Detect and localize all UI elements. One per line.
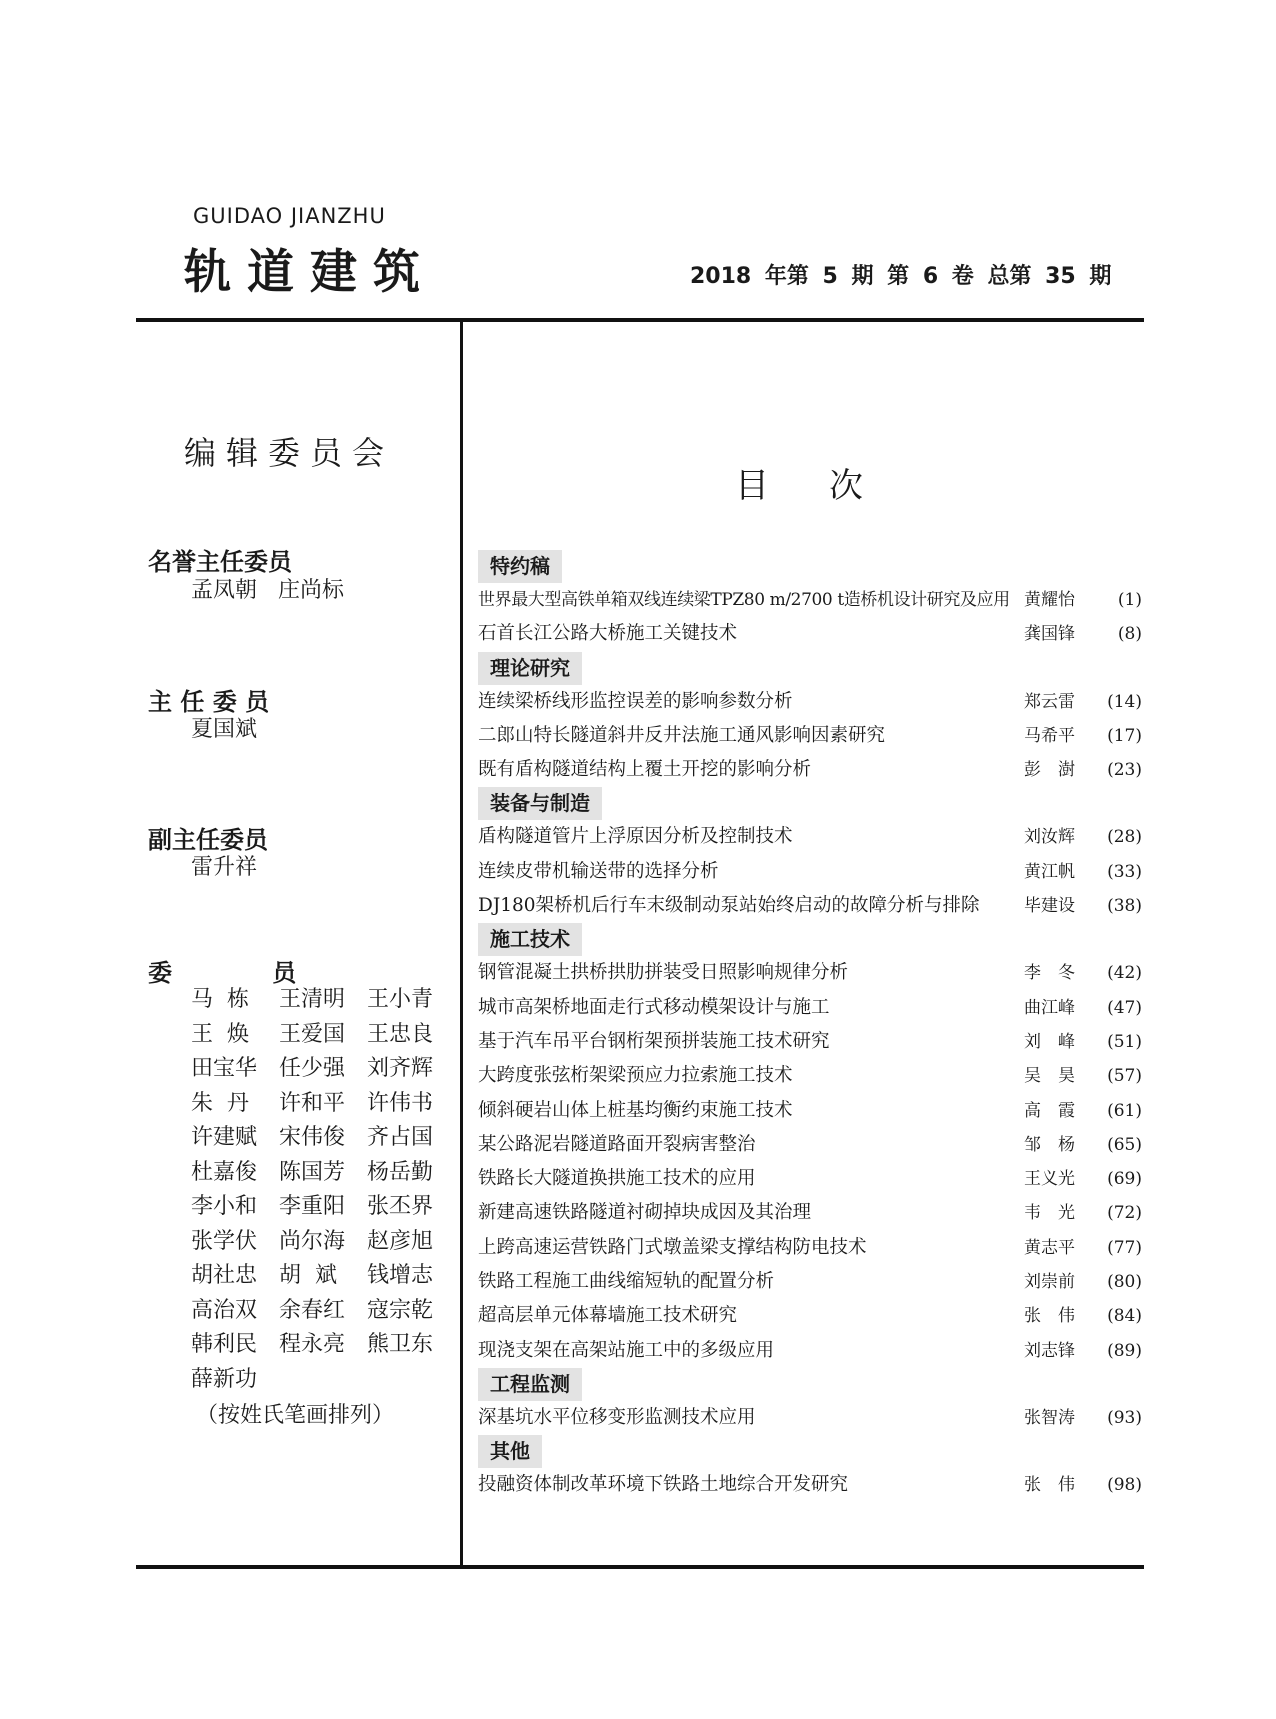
toc-entry-page: (42)	[1107, 963, 1142, 984]
director-role: 主 任 委 员	[148, 688, 270, 716]
toc-entry[interactable]	[478, 991, 1142, 1025]
toc-entry-title: 超高层单元体幕墙施工技术研究	[478, 1305, 738, 1327]
column-divider	[460, 320, 463, 1568]
toc-entry-author: 王义光	[1024, 1169, 1075, 1190]
toc-entry-title: 盾构隧道管片上浮原因分析及控制技术	[478, 826, 793, 848]
toc-entry-page: (80)	[1107, 1272, 1142, 1293]
toc-section-header	[478, 550, 1142, 583]
member-name: 李小和	[191, 1194, 258, 1219]
toc-entry[interactable]	[478, 1401, 1142, 1435]
member-name: 胡社忠	[191, 1263, 258, 1288]
toc-entry-title: 连续皮带机输送带的选择分析	[478, 860, 719, 882]
member-name: 许伟书	[367, 1090, 434, 1116]
toc-entry[interactable]	[478, 753, 1142, 787]
toc-entry-author: 高 霞	[1024, 1100, 1075, 1121]
toc-entry-page: (72)	[1107, 1203, 1142, 1224]
toc-entry-author: 毕建设	[1024, 896, 1075, 917]
toc-section-label: 理论研究	[478, 652, 582, 685]
toc-entry-author: 刘志锋	[1024, 1340, 1075, 1361]
toc-entry-page: (98)	[1107, 1475, 1142, 1496]
member-name: 杨岳勤	[367, 1159, 434, 1185]
member-name: 赵彦旭	[367, 1228, 434, 1254]
editorial-board-title: 编辑委员会	[184, 434, 395, 472]
toc-entry[interactable]	[478, 583, 1142, 617]
honorary-director-names	[191, 574, 344, 608]
toc-entry-author: 黄江帆	[1024, 861, 1075, 882]
deputy-director-names	[191, 851, 257, 885]
toc-entry-page: (69)	[1107, 1169, 1142, 1190]
toc-entry-title: 上跨高速运营铁路门式墩盖梁支撑结构防电技术	[478, 1236, 867, 1258]
toc-entry-title: 某公路泥岩隧道路面开裂病害整治	[478, 1133, 756, 1155]
toc-entry-title: DJ180架桥机后行车末级制动泵站始终启动的故障分析与排除	[478, 895, 980, 917]
toc-section-label: 工程监测	[478, 1368, 582, 1401]
toc-entry-page: (93)	[1107, 1407, 1142, 1428]
member-name: 朱 丹	[191, 1090, 249, 1116]
toc-entry-author: 彭 澍	[1024, 760, 1075, 781]
member-name: 许建赋	[191, 1125, 258, 1150]
toc-entry-title: 二郎山特长隧道斜井反井法施工通风影响因素研究	[478, 724, 886, 746]
toc-entry-title: 基于汽车吊平台钢桁架预拼装施工技术研究	[478, 1030, 830, 1052]
toc-entry-page: (1)	[1117, 590, 1142, 610]
toc-entry-title: 大跨度张弦桁架梁预应力拉索施工技术	[478, 1065, 793, 1087]
toc-entry-title: 钢管混凝土拱桥拱肋拼装受日照影响规律分析	[478, 962, 849, 984]
toc-entry-page: (33)	[1107, 861, 1142, 882]
toc-entry-page: (89)	[1107, 1340, 1142, 1361]
member-name: 任少强	[279, 1056, 346, 1081]
toc-entry-page: (61)	[1107, 1100, 1142, 1121]
toc-entry-author: 龚国锋	[1024, 624, 1075, 645]
member-name: 胡 斌	[279, 1263, 337, 1288]
toc-section-header	[478, 1368, 1142, 1401]
member-name: 余春红	[279, 1297, 346, 1323]
names-line: 孟凤朝 庄尚标	[191, 578, 344, 603]
deputy-director-role: 副主任委员	[148, 826, 268, 854]
member-name: 李重阳	[279, 1194, 346, 1219]
toc-entry-page: (77)	[1107, 1237, 1142, 1258]
toc-entry-title: 城市高架桥地面走行式移动模架设计与施工	[478, 996, 830, 1018]
sort-note: （按姓氏笔画排列）	[196, 1403, 395, 1428]
member-name: 寇宗乾	[367, 1297, 434, 1323]
masthead-latin-title: GUIDAO JIANZHU	[193, 204, 386, 228]
toc-entry[interactable]	[478, 820, 1142, 854]
member-name: 熊卫东	[367, 1332, 434, 1357]
toc-section-label: 施工技术	[478, 923, 582, 956]
toc-entry-title: 新建高速铁路隧道衬砌掉块成因及其治理	[478, 1202, 812, 1224]
toc-entry[interactable]	[478, 889, 1142, 923]
toc-entry[interactable]	[478, 1265, 1142, 1299]
toc-entry[interactable]	[478, 1468, 1142, 1502]
toc-entry[interactable]	[478, 855, 1142, 889]
member-name: 宋伟俊	[279, 1125, 346, 1150]
member-name: 张丕界	[367, 1194, 434, 1219]
toc-entry-title: 连续梁桥线形监控误差的影响参数分析	[478, 690, 793, 712]
toc-entry-page: (17)	[1107, 725, 1142, 746]
toc-entry-author: 曲江峰	[1024, 997, 1075, 1018]
toc-entry[interactable]	[478, 1231, 1142, 1265]
member-name: 陈国芳	[279, 1159, 346, 1185]
toc-entry-author: 韦 光	[1024, 1203, 1075, 1224]
member-name: 马 栋	[191, 987, 249, 1012]
member-name: 高治双	[191, 1297, 258, 1323]
toc-entry-page: (57)	[1107, 1066, 1142, 1087]
member-name: 田宝华	[191, 1056, 258, 1081]
toc-entry-page: (38)	[1107, 896, 1142, 917]
member-name: 刘齐辉	[367, 1056, 434, 1081]
toc-entry[interactable]	[478, 1094, 1142, 1128]
toc-entry[interactable]	[478, 1059, 1142, 1093]
toc-entry-title: 既有盾构隧道结构上覆土开挖的影响分析	[478, 759, 812, 781]
toc-entry[interactable]	[478, 719, 1142, 753]
toc-entry-author: 邹 杨	[1024, 1134, 1075, 1155]
toc-entry-author: 李 冬	[1024, 963, 1075, 984]
toc-section-label: 装备与制造	[478, 787, 602, 820]
member-name: 王忠良	[367, 1021, 434, 1047]
toc-entry-title: 世界最大型高铁单箱双线连续梁TPZ80 m/2700 t造桥机设计研究及应用	[478, 590, 1010, 610]
member-name: 薛新功	[191, 1366, 258, 1392]
toc-entry[interactable]	[478, 617, 1142, 651]
toc-entry[interactable]	[478, 1334, 1142, 1368]
issue-info: 2018 年第 5 期 第 6 卷 总第 35 期	[690, 264, 1112, 289]
toc-entry-page: (84)	[1107, 1306, 1142, 1327]
member-name: 韩利民	[191, 1332, 258, 1357]
members-role: 委 员	[148, 959, 297, 987]
toc-section-label: 特约稿	[478, 550, 562, 583]
toc-entry-title: 现浇支架在高架站施工中的多级应用	[478, 1339, 775, 1361]
bottom-rule	[136, 1565, 1144, 1569]
toc-entry[interactable]	[478, 956, 1142, 990]
toc-entry-author: 郑云雷	[1024, 691, 1075, 712]
toc-entry-title: 铁路长大隧道换拱施工技术的应用	[478, 1168, 756, 1190]
toc-entry-page: (28)	[1107, 827, 1142, 848]
toc-entry-page: (8)	[1117, 624, 1142, 645]
names-line: 雷升祥	[191, 855, 258, 880]
member-name: 王小青	[367, 987, 434, 1012]
toc-entry-title: 深基坑水平位移变形监测技术应用	[478, 1406, 756, 1428]
member-name: 尚尔海	[279, 1228, 346, 1254]
toc-section-header	[478, 652, 1142, 685]
toc-entry[interactable]	[478, 1128, 1142, 1162]
member-name: 钱增志	[367, 1263, 434, 1288]
table-of-contents	[478, 550, 1142, 1503]
toc-entry-title: 铁路工程施工曲线缩短轨的配置分析	[478, 1271, 775, 1293]
member-name: 杜嘉俊	[191, 1159, 258, 1185]
toc-entry[interactable]	[478, 1025, 1142, 1059]
member-name: 程永亮	[279, 1332, 346, 1357]
toc-entry-title: 倾斜硬岩山体上桩基均衡约束施工技术	[478, 1099, 793, 1121]
toc-entry-title: 石首长江公路大桥施工关键技术	[478, 623, 738, 645]
member-name: 王清明	[279, 987, 346, 1012]
toc-entry-author: 马希平	[1024, 725, 1075, 746]
toc-section-label: 其他	[478, 1435, 542, 1468]
toc-entry-author: 刘汝辉	[1024, 827, 1075, 848]
member-name: 王 焕	[191, 1021, 249, 1047]
toc-entry-author: 刘 峰	[1024, 1031, 1075, 1052]
toc-entry[interactable]	[478, 685, 1142, 719]
top-rule	[136, 318, 1144, 322]
toc-section-header	[478, 1435, 1142, 1468]
toc-section-header	[478, 787, 1142, 820]
toc-entry-author: 黄志平	[1024, 1237, 1075, 1258]
toc-entry[interactable]	[478, 1196, 1142, 1230]
toc-entry-author: 吴 昊	[1024, 1066, 1075, 1087]
toc-entry-page: (14)	[1107, 691, 1142, 712]
director-names	[191, 713, 257, 747]
toc-title: 目次	[735, 466, 923, 506]
toc-entry-author: 刘崇前	[1024, 1272, 1075, 1293]
toc-entry-author: 张智涛	[1024, 1407, 1075, 1428]
toc-entry-page: (51)	[1107, 1031, 1142, 1052]
honorary-director-role: 名誉主任委员	[148, 548, 292, 576]
toc-entry-page: (47)	[1107, 997, 1142, 1018]
masthead-chinese-title: 轨道建筑	[184, 245, 436, 300]
toc-entry-title: 投融资体制改革环境下铁路土地综合开发研究	[478, 1474, 849, 1496]
member-name: 王爱国	[279, 1021, 346, 1047]
toc-entry-page: (65)	[1107, 1134, 1142, 1155]
toc-entry-page: (23)	[1107, 760, 1142, 781]
names-line: 夏国斌	[191, 717, 258, 742]
toc-section-header	[478, 923, 1142, 956]
toc-entry[interactable]	[478, 1299, 1142, 1333]
toc-entry-author: 张 伟	[1024, 1475, 1075, 1496]
toc-entry-author: 黄耀怡	[1024, 590, 1075, 610]
toc-entry[interactable]	[478, 1162, 1142, 1196]
toc-entry-author: 张 伟	[1024, 1306, 1075, 1327]
member-name: 齐占国	[367, 1125, 434, 1150]
member-name: 张学伏	[191, 1228, 258, 1254]
member-name: 许和平	[279, 1090, 346, 1116]
